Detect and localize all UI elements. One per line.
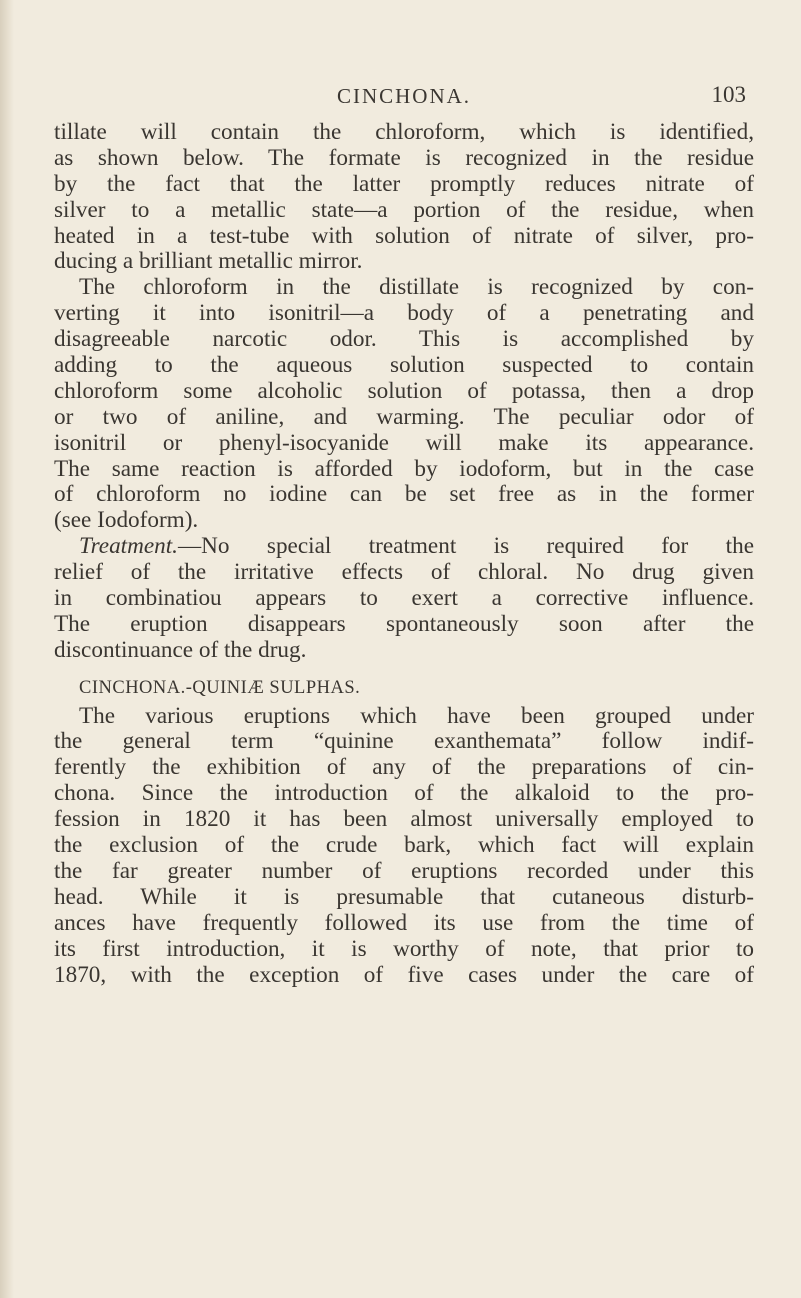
text-line: the general term “quinine exanthemata” follow indif-	[54, 728, 754, 755]
text-line: The chloroform in the distillate is recognized by con-	[79, 274, 754, 301]
text-line: 1870, with the exception of five cases under the care of	[54, 961, 754, 988]
treatment-lead: Treatment.	[79, 533, 178, 560]
book-page	[54, 84, 754, 988]
text-line: head. While it is presumable that cutaneous disturb-	[54, 883, 754, 910]
running-title: CINCHONA.	[336, 84, 472, 108]
text-line: chloroform some alcoholic solution of potassa, then a drop	[54, 377, 754, 404]
text-line: (see Iodoform).	[54, 507, 199, 534]
text-line: or two of aniline, and warming. The peculiar odor of	[54, 403, 754, 430]
text-line: in combinatiou appears to exert a corrective influence.	[54, 585, 754, 612]
text-line: heated in a test-tube with solution of nitrate of silver, pro-	[54, 222, 754, 249]
paragraph-chloroform-identification	[54, 120, 754, 275]
section-heading: CINCHONA.-QUINIÆ SULPHAS.	[79, 677, 361, 698]
text-line: its first introduction, it is worthy of note, that prior to	[54, 935, 754, 962]
section-spacer	[54, 664, 754, 671]
text-line: The eruption disappears spontaneously soon after the	[54, 610, 754, 637]
text-line: ducing a brilliant metallic mirror.	[54, 248, 363, 275]
text-line: chona. Since the introduction of the alkaloid to the pro-	[54, 780, 754, 807]
text-line: tillate will contain the chloroform, which is identified,	[54, 119, 754, 145]
paragraph-isonitril-reaction	[54, 275, 754, 534]
text-line: discontinuance of the drug.	[54, 636, 307, 663]
text-line: as shown below. The formate is recognized in the residue	[54, 144, 754, 171]
text-line: ances have frequently followed its use from the time of	[54, 909, 754, 936]
text-line: the far greater number of eruptions recorded under this	[54, 857, 754, 884]
running-head	[54, 84, 754, 120]
text-line: of chloroform no iodine can be set free as in the former	[54, 481, 754, 508]
text-line: The various eruptions which have been grouped under	[79, 702, 754, 729]
treatment-first-line-rest: —No special treatment is required for the	[177, 533, 754, 560]
paragraph-quinine-eruptions	[54, 704, 754, 989]
text-line: relief of the irritative effects of chloral. No drug given	[54, 559, 754, 586]
text-line: ferently the exhibition of any of the preparations of cin-	[54, 754, 754, 781]
paragraph-treatment	[54, 534, 754, 663]
text-line: the exclusion of the crude bark, which fact will explain	[54, 832, 754, 859]
text-line: adding to the aqueous solution suspected to contain	[54, 352, 754, 379]
text-line: isonitril or phenyl-isocyanide will make its appearance.	[54, 429, 754, 456]
text-line: disagreeable narcotic odor. This is accomplished by	[54, 326, 754, 353]
text-line	[54, 534, 754, 560]
binding-edge-shadow	[0, 0, 14, 1298]
text-line: verting it into isonitril—a body of a penetrating and	[54, 300, 754, 327]
text-line: fession in 1820 it has been almost universally employed to	[54, 806, 754, 833]
page-number: 103	[711, 82, 746, 107]
text-line: The same reaction is afforded by iodoform, but in the case	[54, 455, 754, 482]
text-line: by the fact that the latter promptly reduces nitrate of	[54, 170, 754, 197]
text-line: silver to a metallic state—a portion of the residue, when	[54, 196, 754, 223]
